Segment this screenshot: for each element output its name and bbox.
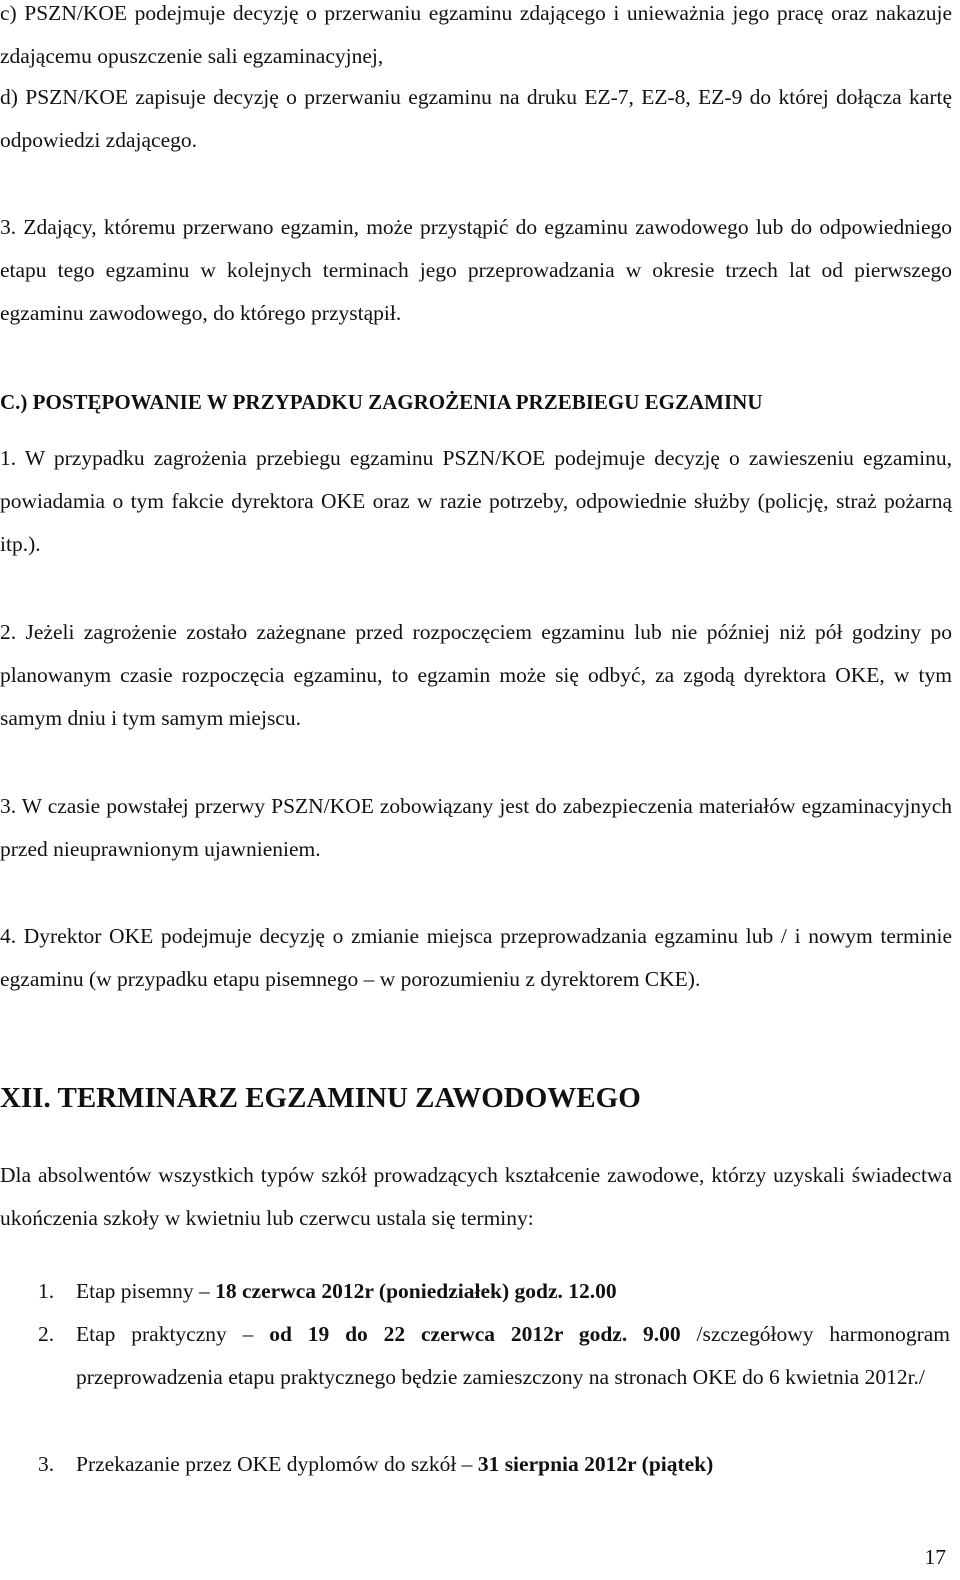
paragraph-c: c) PSZN/KOE podejmuje decyzję o przerwaniu egzaminu zdającego i unieważnia jego pracę oraz nakazuje zdającemu opuszczenie sali egzaminacyjnej,: [0, 1, 952, 68]
list-item-text: [76, 1313, 950, 1399]
list-item-text: [76, 1443, 950, 1486]
list-item-number: 3.: [38, 1452, 55, 1476]
section-c-paragraph-4: 4. Dyrektor OKE podejmuje decyzję o zmianie miejsca przeprowadzania egzaminu lub / i nowym terminie egzaminu (w przypadku etapu pisemnego – w porozumieniu z dyrektorem CKE).: [0, 924, 952, 991]
list-item-rest: /szczegółowy harmonogram przeprowadzenia etapu praktycznego będzie zamieszczony na stronach OKE do 6 kwietnia 2012r./: [76, 1322, 950, 1389]
list-item-text: [76, 1270, 950, 1313]
section-c-paragraph-1: 1. W przypadku zagrożenia przebiegu egzaminu PSZN/KOE podejmuje decyzję o zawieszeniu egzaminu, powiadamia o tym fakcie dyrektora OKE oraz w razie potrzeby, odpowiednie służby (policję, straż pożarną itp.).: [0, 446, 952, 556]
list-item-plain: Etap praktyczny –: [76, 1322, 270, 1346]
paragraph-d: d) PSZN/KOE zapisuje decyzję o przerwaniu egzaminu na druku EZ-7, EZ-8, EZ-9 do której dołącza kartę odpowiedzi zdającego.: [0, 85, 952, 152]
section-c-heading: C.) POSTĘPOWANIE W PRZYPADKU ZAGROŻENIA PRZEBIEGU EGZAMINU: [0, 390, 763, 414]
list-item-bold: 18 czerwca 2012r (poniedziałek) godz. 12.00: [215, 1279, 617, 1303]
paragraph-point-3: 3. Zdający, któremu przerwano egzamin, może przystąpić do egzaminu zawodowego lub do odpowiedniego etapu tego egzaminu w kolejnych terminach jego przeprowadzania w okresie trzech lat od pierwszego egzaminu zawodowego, do którego przystąpił.: [0, 215, 952, 325]
section-c-paragraph-2: 2. Jeżeli zagrożenie zostało zażegnane przed rozpoczęciem egzaminu lub nie później niż pół godziny po planowanym czasie rozpoczęcia egzaminu, to egzamin może się odbyć, za zgodą dyrektora OKE, w tym samym dniu i tym samym miejscu.: [0, 620, 952, 730]
list-item-bold: 31 sierpnia 2012r (piątek): [477, 1452, 714, 1476]
page-number: 17: [924, 1545, 946, 1569]
list-item-number: 2.: [38, 1322, 55, 1346]
section-xii-heading: XII. TERMINARZ EGZAMINU ZAWODOWEGO: [0, 1082, 641, 1114]
list-item-plain: Etap pisemny –: [76, 1279, 216, 1303]
list-item-bold: od 19 do 22 czerwca 2012r godz. 9.00: [269, 1322, 681, 1346]
section-xii-intro: Dla absolwentów wszystkich typów szkół prowadzących kształcenie zawodowe, którzy uzyskali świadectwa ukończenia szkoły w kwietniu lub czerwcu ustala się terminy:: [0, 1163, 952, 1230]
section-c-paragraph-3: 3. W czasie powstałej przerwy PSZN/KOE zobowiązany jest do zabezpieczenia materiałów egzaminacyjnych przed nieuprawnionym ujawnieniem.: [0, 794, 952, 861]
list-item-number: 1.: [38, 1279, 55, 1303]
list-item-plain: Przekazanie przez OKE dyplomów do szkół –: [76, 1452, 478, 1476]
